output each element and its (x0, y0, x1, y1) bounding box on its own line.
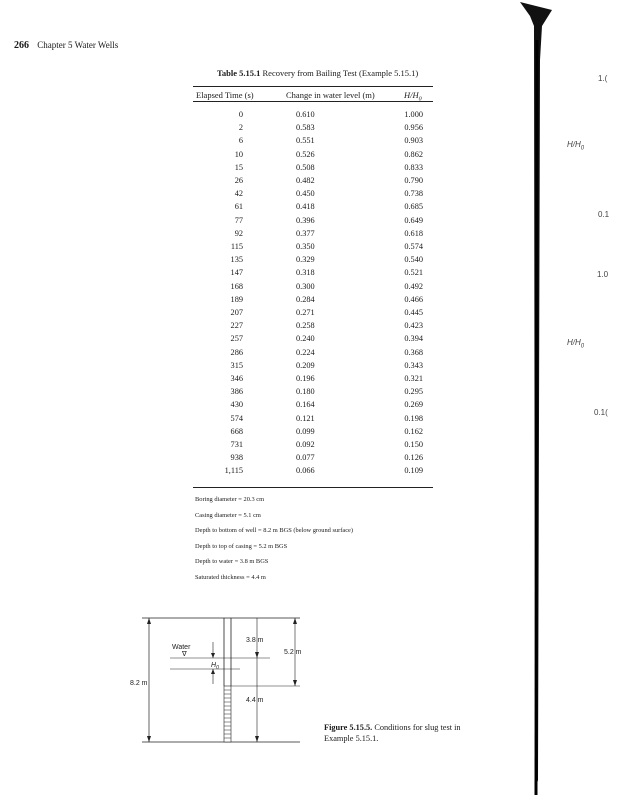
cell-elapsed-time: 1,115 (224, 466, 243, 476)
cell-ratio: 0.445 (404, 308, 423, 317)
table-row (193, 374, 433, 386)
column-header-time: Elapsed Time (s) (196, 90, 254, 100)
table-label: Table 5.15.1 (217, 68, 261, 78)
well-diagram (130, 612, 320, 747)
cell-elapsed-time: 10 (234, 149, 243, 159)
cell-elapsed-time: 386 (230, 387, 243, 397)
table-row (193, 427, 433, 439)
cell-water-level-change: 0.209 (296, 360, 315, 370)
cell-elapsed-time: 168 (230, 281, 243, 291)
table-row (193, 348, 433, 360)
cell-water-level-change: 0.526 (296, 149, 315, 159)
cell-water-level-change: 0.271 (296, 308, 315, 317)
cell-ratio: 0.368 (404, 347, 423, 357)
water-depth-label: 3.8 m (246, 637, 264, 644)
table-row (193, 466, 433, 478)
cell-elapsed-time: 315 (230, 360, 243, 370)
cell-ratio: 1.000 (404, 110, 423, 119)
cell-ratio: 0.649 (404, 215, 423, 225)
table-row (193, 361, 433, 373)
cell-elapsed-time: 346 (230, 374, 243, 383)
cell-ratio: 0.423 (404, 321, 423, 331)
cell-ratio: 0.956 (404, 123, 423, 133)
cell-elapsed-time: 189 (230, 294, 243, 304)
cell-ratio: 0.394 (404, 334, 423, 344)
cell-ratio: 0.862 (404, 149, 423, 159)
cell-water-level-change: 0.099 (296, 426, 315, 436)
cell-elapsed-time: 430 (230, 400, 243, 410)
cell-water-level-change: 0.240 (296, 334, 315, 344)
cell-elapsed-time: 77 (234, 215, 243, 225)
cell-elapsed-time: 61 (234, 202, 243, 212)
figure-caption (324, 722, 474, 744)
cell-water-level-change: 0.350 (296, 242, 315, 251)
cell-elapsed-time: 574 (230, 413, 243, 423)
note-depth-casing: Depth to top of casing = 5.2 m BGS (195, 542, 288, 550)
cell-ratio: 0.685 (404, 202, 423, 212)
table-row (193, 110, 433, 122)
cell-elapsed-time: 938 (230, 453, 243, 463)
table-title (217, 68, 418, 78)
table-row (193, 268, 433, 280)
cell-water-level-change: 0.121 (296, 413, 315, 423)
cell-elapsed-time: 115 (230, 242, 243, 251)
table-caption: Recovery from Bailing Test (Example 5.15.1) (262, 68, 419, 78)
cell-water-level-change: 0.329 (296, 255, 315, 265)
cell-elapsed-time: 42 (234, 189, 243, 199)
cell-water-level-change: 0.066 (296, 466, 315, 476)
figure-caption-text: Conditions for slug test in Example 5.15.1. (324, 723, 461, 743)
table-row (193, 440, 433, 452)
water-symbol: ∇ (182, 651, 187, 658)
cell-ratio: 0.574 (404, 242, 423, 251)
cell-water-level-change: 0.318 (296, 268, 315, 278)
cell-ratio: 0.833 (404, 162, 423, 172)
table-row (193, 334, 433, 346)
table-row (193, 308, 433, 320)
cell-water-level-change: 0.196 (296, 374, 315, 383)
note-boring-diameter: Boring diameter = 20.3 cm (195, 496, 265, 503)
note-depth-bottom: Depth to bottom of well = 8.2 m BGS (below ground surface) (195, 527, 354, 535)
cell-ratio: 0.321 (404, 374, 423, 383)
adjacent-fragment-2: $H/H_0$ (567, 140, 585, 152)
table-bottom-rule (193, 487, 433, 488)
cell-elapsed-time: 257 (230, 334, 243, 344)
cell-ratio: 0.466 (404, 294, 423, 304)
cell-water-level-change: 0.077 (296, 453, 315, 463)
cell-elapsed-time: 668 (230, 426, 243, 436)
cell-ratio: 0.738 (404, 189, 423, 199)
cell-water-level-change: 0.224 (296, 347, 315, 357)
adjacent-fragment-4: 1.0 (597, 270, 609, 279)
table-notes (195, 492, 353, 586)
casing-depth-label: 5.2 m (284, 649, 302, 656)
cell-ratio: 0.109 (404, 466, 423, 476)
water-label: Water (172, 644, 191, 651)
cell-ratio: 0.269 (404, 400, 423, 410)
cell-water-level-change: 0.583 (296, 123, 315, 133)
cell-ratio: 0.295 (404, 387, 423, 397)
cell-ratio: 0.150 (404, 440, 423, 449)
table-row (193, 163, 433, 175)
cell-elapsed-time: 227 (230, 321, 243, 331)
cell-water-level-change: 0.508 (296, 162, 315, 172)
adjacent-fragment-3: 0.1 (598, 210, 610, 219)
table-row (193, 400, 433, 412)
cell-elapsed-time: 2 (238, 123, 243, 133)
book-spine-shadow (518, 0, 558, 800)
cell-water-level-change: 0.164 (296, 400, 315, 410)
cell-ratio: 0.492 (404, 281, 423, 291)
cell-water-level-change: 0.610 (296, 110, 315, 119)
cell-ratio: 0.903 (404, 136, 423, 146)
table-top-rule (193, 86, 433, 87)
cell-water-level-change: 0.551 (296, 136, 315, 146)
cell-elapsed-time: 135 (230, 255, 243, 265)
table-row (193, 176, 433, 188)
saturated-thickness-label: 4.4 m (246, 697, 264, 704)
table-row (193, 189, 433, 201)
cell-elapsed-time: 207 (230, 308, 243, 317)
note-depth-water: Depth to water = 3.8 m BGS (195, 558, 269, 566)
cell-elapsed-time: 147 (230, 268, 243, 278)
cell-water-level-change: 0.300 (296, 281, 315, 291)
figure-label: Figure 5.15.5. (324, 723, 373, 732)
cell-elapsed-time: 0 (238, 110, 243, 119)
cell-ratio: 0.126 (404, 453, 423, 463)
table-row (193, 295, 433, 307)
table-row (193, 216, 433, 228)
cell-water-level-change: 0.377 (296, 228, 315, 238)
table-row (193, 414, 433, 426)
table-row (193, 255, 433, 267)
cell-water-level-change: 0.396 (296, 215, 315, 225)
table-row (193, 123, 433, 135)
cell-ratio: 0.343 (404, 360, 423, 370)
page-header (14, 40, 118, 51)
cell-ratio: 0.790 (404, 176, 423, 185)
cell-ratio: 0.162 (404, 426, 423, 436)
cell-elapsed-time: 26 (234, 176, 243, 185)
table-row (193, 150, 433, 162)
h0-label: $H_0$ (211, 662, 219, 671)
cell-elapsed-time: 731 (230, 440, 243, 449)
note-casing-diameter: Casing diameter = 5.1 cm (195, 511, 261, 519)
cell-water-level-change: 0.258 (296, 321, 315, 331)
table-row (193, 242, 433, 254)
table-row (193, 136, 433, 148)
total-depth-label: 8.2 m (130, 680, 148, 687)
cell-elapsed-time: 286 (230, 347, 243, 357)
note-saturated-thickness: Saturated thickness = 4.4 m (195, 573, 266, 581)
cell-elapsed-time: 6 (238, 136, 243, 146)
adjacent-fragment-5: $H/H_0$ (567, 338, 585, 350)
cell-ratio: 0.618 (404, 228, 423, 238)
cell-ratio: 0.198 (404, 413, 423, 423)
cell-elapsed-time: 92 (234, 228, 243, 238)
table-row (193, 282, 433, 294)
cell-water-level-change: 0.418 (296, 202, 315, 212)
adjacent-fragment-1: 1.( (598, 74, 608, 83)
table-row (193, 229, 433, 241)
cell-water-level-change: 0.284 (296, 294, 315, 304)
cell-ratio: 0.540 (404, 255, 423, 265)
table-row (193, 202, 433, 214)
column-header-change: Change in water level (m) (286, 90, 375, 100)
table-row (193, 321, 433, 333)
page-number: 266 (14, 40, 29, 51)
table-row (193, 387, 433, 399)
cell-water-level-change: 0.482 (296, 176, 315, 185)
cell-water-level-change: 0.180 (296, 387, 315, 397)
cell-elapsed-time: 15 (234, 162, 243, 172)
table-header-rule (193, 101, 433, 102)
table-row (193, 453, 433, 465)
chapter-title: Chapter 5 Water Wells (37, 40, 119, 50)
cell-water-level-change: 0.092 (296, 440, 315, 449)
cell-ratio: 0.521 (404, 268, 423, 278)
cell-water-level-change: 0.450 (296, 189, 315, 199)
adjacent-fragment-6: 0.1( (594, 408, 608, 417)
column-header-ratio: $H/H_0$ (404, 90, 422, 103)
